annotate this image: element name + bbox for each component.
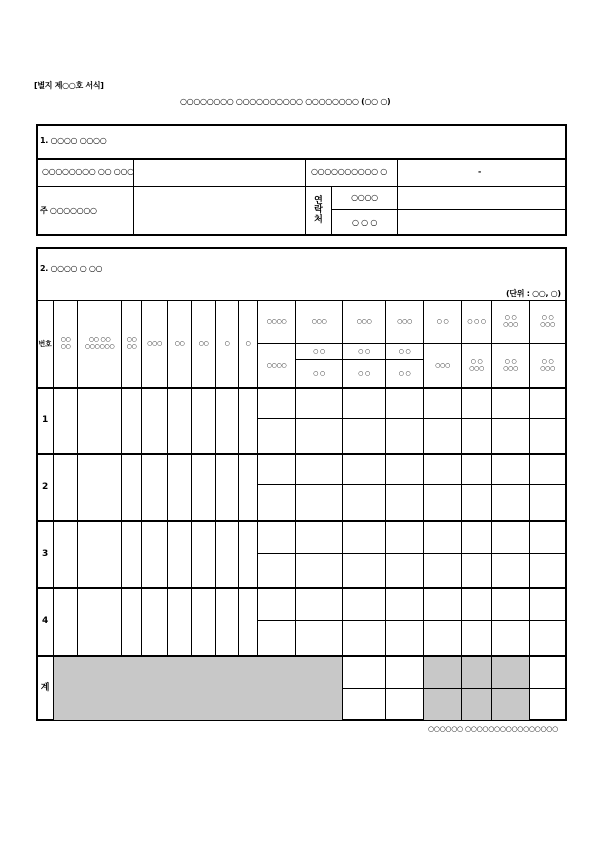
col-header: ○ ○ [398, 369, 411, 377]
footer-note: ○○○○○○ ○○○○○○○○○○○○○○○○ [428, 725, 558, 733]
section-applicant-box [36, 124, 567, 236]
business-name-label: ○○○○○○○○ ○○ ○○○ [42, 167, 134, 176]
col-header-number: 번호 [38, 339, 52, 348]
registration-number-label: ○○○○○○○○○○ ○ [311, 167, 387, 176]
divider [37, 186, 566, 187]
col-header: ○○○ [356, 318, 372, 325]
total-row-shaded [54, 657, 342, 720]
divider [37, 158, 566, 160]
section2-heading: 2. ○○○○ ○ ○○ [40, 264, 103, 273]
col-header: ○○ ○○ ○○○○○○ [84, 336, 115, 350]
col-header: ○ ○ [313, 347, 325, 355]
total-label: 계 [40, 682, 50, 693]
col-header: ○○○○ [266, 318, 287, 325]
contact-fax-label: ○ ○ ○ [351, 217, 377, 227]
col-header: ○ ○ [358, 347, 370, 355]
col-header: ○○○○ [266, 361, 287, 369]
divider [397, 158, 398, 186]
row-number: 3 [42, 548, 48, 559]
form-title: ○○○○○○○○ ○○○○○○○○○○ ○○○○○○○○ (○○ ○) [180, 97, 391, 106]
form-code: [별지 제○○호 서식] [34, 81, 104, 90]
contact-phone-label: ○○○○ [351, 193, 378, 202]
col-header: ○ ○ ○○○ [540, 314, 555, 328]
col-header: ○ ○ [313, 369, 325, 377]
col-header: ○○ ○○ [126, 336, 137, 350]
contact-side-label: 연 락 처 [314, 195, 323, 225]
col-header: ○ ○ ○○○ [469, 357, 484, 372]
col-header: ○○ ○○ [60, 336, 71, 350]
col-header: ○ ○ ○○○ [540, 357, 555, 372]
col-header: ○ ○ ○○○ [503, 314, 518, 328]
col-header: ○ ○ [398, 347, 411, 355]
row-number: 4 [42, 616, 48, 626]
registration-number-value[interactable]: - [478, 167, 482, 176]
row-number: 2 [42, 481, 48, 492]
unit-note: (단위 : ○○, ○) [506, 289, 561, 298]
col-header: ○ ○ ○○○ [503, 357, 518, 372]
col-header: ○ ○ ○ [467, 318, 486, 325]
col-header: ○○○ [397, 318, 412, 325]
col-header: ○ ○ [358, 369, 370, 377]
col-header: ○○○ [147, 340, 162, 347]
address-label: 주 ○○○○○○○ [40, 206, 97, 215]
col-header: ○○○ [435, 361, 450, 369]
divider [397, 186, 398, 235]
col-header: ○○ [174, 340, 185, 347]
col-header: ○○ [198, 340, 209, 347]
row-number: 1 [42, 415, 48, 425]
col-header: ○ ○ [436, 318, 449, 325]
col-header: ○ [224, 340, 230, 347]
col-header: ○ [245, 340, 251, 347]
section1-heading: 1. ○○○○ ○○○○ [40, 136, 107, 145]
col-header: ○○○ [311, 318, 327, 325]
